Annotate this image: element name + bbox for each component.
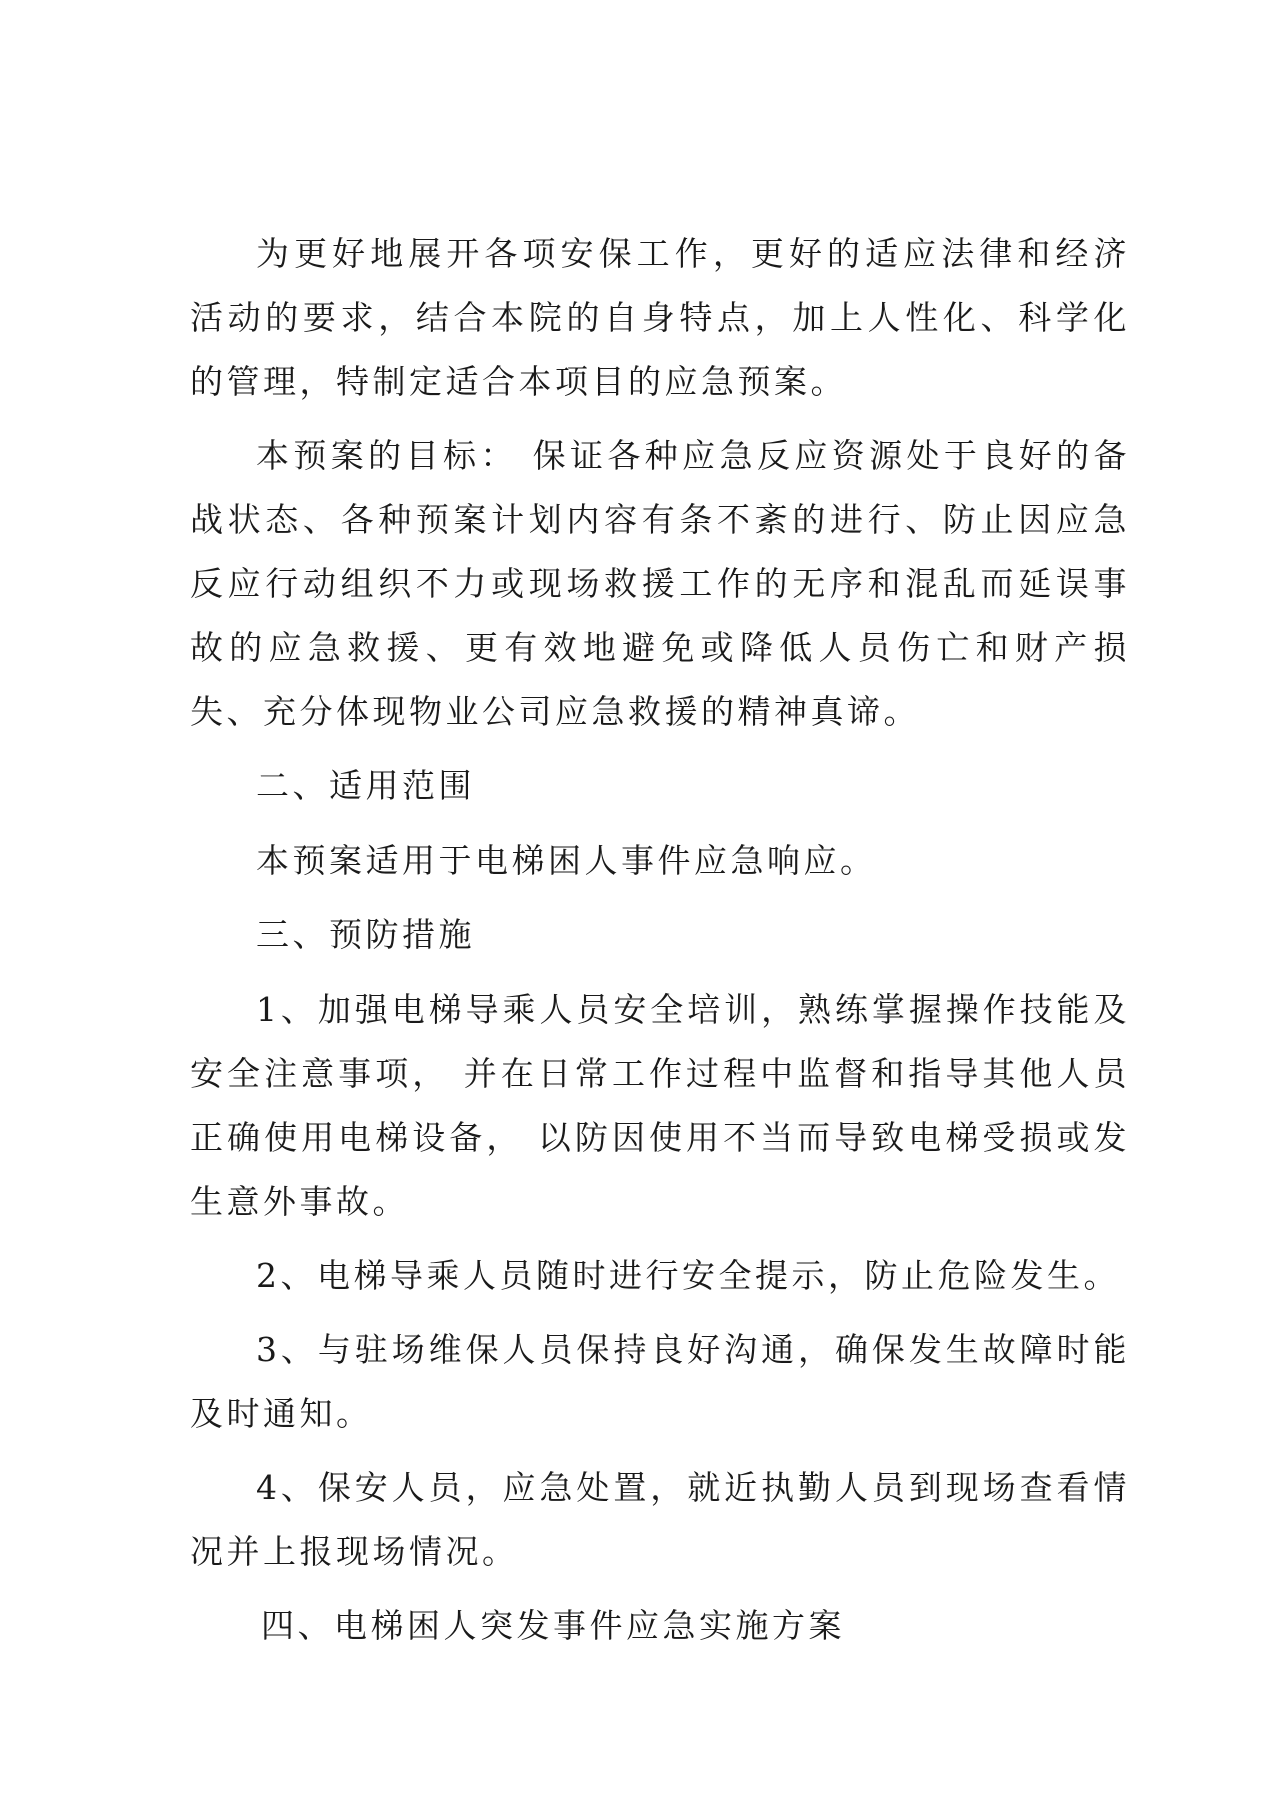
prevention-item-2: 2、电梯导乘人员随时进行安全提示，防止危险发生。	[256, 1256, 1120, 1295]
scope-paragraph: 本预案适用于电梯困人事件应急响应。	[256, 841, 877, 880]
prevention-item-3: 3、与驻场维保人员保持良好沟通，确保发生故障时能及时通知。	[190, 1330, 1130, 1433]
intro-paragraph: 为更好地展开各项安保工作，更好的适应法律和经济活动的要求，结合本院的自身特点，加上人性化、科学化的管理，特制定适合本项目的应急预案。	[190, 234, 1130, 401]
section-heading-prevention: 三、预防措施	[256, 915, 475, 954]
document-body	[190, 222, 1130, 1669]
section-heading-scope: 二、适用范围	[256, 766, 475, 805]
objective-paragraph: 本预案的目标： 保证各种应急反应资源处于良好的备战状态、各种预案计划内容有条不紊的进行、防止因应急反应行动组织不力或现场救援工作的无序和混乱而延误事故的应急救援、更有效地避免或降低人员伤亡和财产损失、充分体现物业公司应急救援的精神真谛。	[190, 436, 1130, 731]
section-heading-implementation: 四、电梯困人突发事件应急实施方案	[260, 1606, 845, 1645]
prevention-item-1: 1、加强电梯导乘人员安全培训，熟练掌握操作技能及安全注意事项， 并在日常工作过程中监督和指导其他人员正确使用电梯设备， 以防因使用不当而导致电梯受损或发生意外事故。	[190, 990, 1130, 1221]
prevention-item-4: 4、保安人员，应急处置，就近执勤人员到现场查看情况并上报现场情况。	[190, 1468, 1130, 1571]
